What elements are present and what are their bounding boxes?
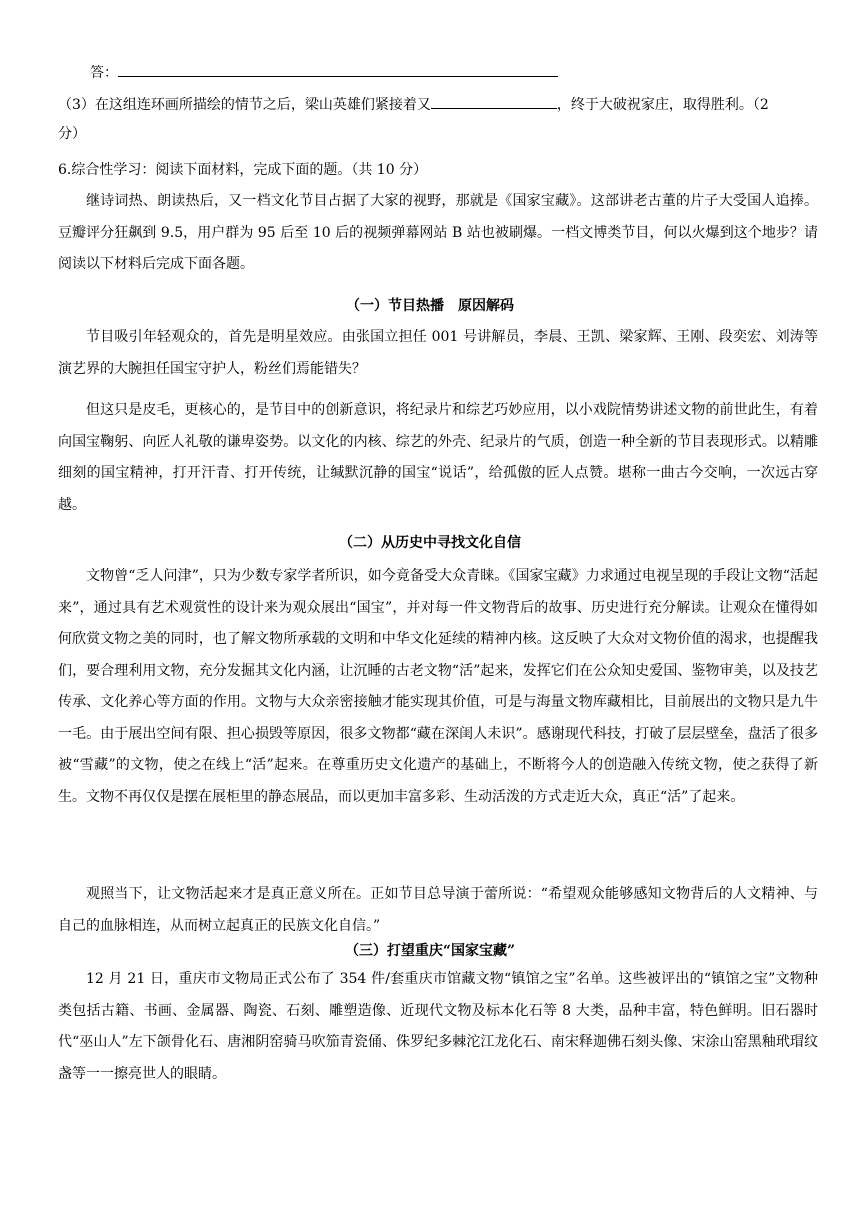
- section-3-paragraph-1: 12 月 21 日，重庆市文物局正式公布了 354 件/套重庆市馆藏文物“镇馆之宝”名单。这些被评出的“镇馆之宝”文物种类包括古籍、书画、金属器、陶瓷、石刻、雕塑造像、近现代文物及标本化石等 8 大类，品种丰富，特色鲜明。旧石器时代“巫山人”左下颌骨化石、唐湘阴窑骑马吹笳青瓷俑、侏罗纪多棘沱江龙化石、南宋释迦佛石刻头像、宋涂山窑黑釉玳瑁纹盏等一一擦亮世人的眼睛。: [58, 971, 818, 1082]
- intro-paragraph: 继诗词热、朗读热后，又一档文化节目占据了大家的视野，那就是《国家宝藏》。这部讲老古董的片子大受国人追捧。豆瓣评分狂飙到 9.5，用户群为 95 后至 10 后的视频弹幕网站 B 站也被刷爆。一档文博类节目，何以火爆到这个地步？请阅读以下材料后完成下面各题。: [58, 193, 818, 272]
- section-2-heading: （二）从历史中寻找文化自信: [339, 535, 521, 551]
- answer-blank[interactable]: [118, 62, 558, 77]
- section-2-paragraph-1: 文物曾“乏人问津”，只为少数专家学者所识，如今竟备受大众青睐。《国家宝藏》力求通过电视呈现的手段让文物“活起来”，通过具有艺术观赏性的设计来为观众展出“国宝”，并对每一件文物背后的故事、历史进行充分解读。让观众在懂得如何欣赏文物之美的同时，也了解文物所承载的文明和中华文化延续的精神内核。这反映了大众对文物价值的渴求，也提醒我们，要合理利用文物，充分发掘其文化内涵，让沉睡的古老文物“活”起来，发挥它们在公众知史爱国、鉴物审美，以及技艺传承、文化养心等方面的作用。文物与大众亲密接触才能实现其价值，可是与海量文物库藏相比，目前展出的文物只是九牛一毛。由于展出空间有限、担心损毁等原因，很多文物都“藏在深闺人未识”。感谢现代科技，打破了层层壁垒，盘活了很多被“雪藏”的文物，使之在线上“活”起来。在尊重历史文化遗产的基础上，不断将今人的创造融入传统文物，使之获得了新生。文物不再仅仅是摆在展柜里的静态展品，而以更加丰富多彩、生动活泼的方式走近大众，真正“活”了起来。: [58, 568, 818, 805]
- question-3-prefix: （3）在这组连环画所描绘的情节之后，梁山英雄们紧接着又: [58, 97, 431, 113]
- section-1-paragraph-2: 但这只是皮毛，更核心的，是节目中的创新意识，将纪录片和综艺巧妙应用，以小戏院情势讲述文物的前世此生，有着向国宝鞠躬、向匠人礼敬的谦卑姿势。以文化的内核、综艺的外壳、纪录片的气质，创造一种全新的节目表现形式。以精雕细刻的国宝精神，打开汗青、打开传统，让缄默沉静的国宝“说话”，给孤傲的匠人点赞。堪称一曲古今交响，一次远古穿越。: [58, 402, 818, 513]
- section-2-paragraph-2: 观照当下，让文物活起来才是真正意义所在。正如节目总导演于蕾所说：“希望观众能够感知文物背后的人文精神、与自己的血脉相连，从而树立起真正的民族文化自信。”: [58, 886, 818, 934]
- question-3-blank[interactable]: [431, 94, 557, 109]
- question-6-title: 6.综合性学习：阅读下面材料，完成下面的题。（共 10 分）: [58, 162, 428, 178]
- section-3-heading: （三）打望重庆“国家宝藏”: [344, 943, 516, 959]
- section-1-paragraph-1: 节目吸引年轻观众的，首先是明星效应。由张国立担任 001 号讲解员，李晨、王凯、梁家辉、王刚、段奕宏、刘涛等演艺界的大腕担任国宝守护人，粉丝们焉能错失？: [58, 329, 818, 377]
- question-3-suffix: ，终于大破祝家庄，取得胜利。（2: [556, 97, 769, 113]
- question-3-score: 分）: [58, 126, 86, 142]
- answer-line: [90, 62, 558, 83]
- answer-label: 答：: [90, 65, 118, 81]
- question-3-line: [58, 94, 769, 115]
- section-1-heading: （一）节目热播 原因解码: [346, 298, 514, 314]
